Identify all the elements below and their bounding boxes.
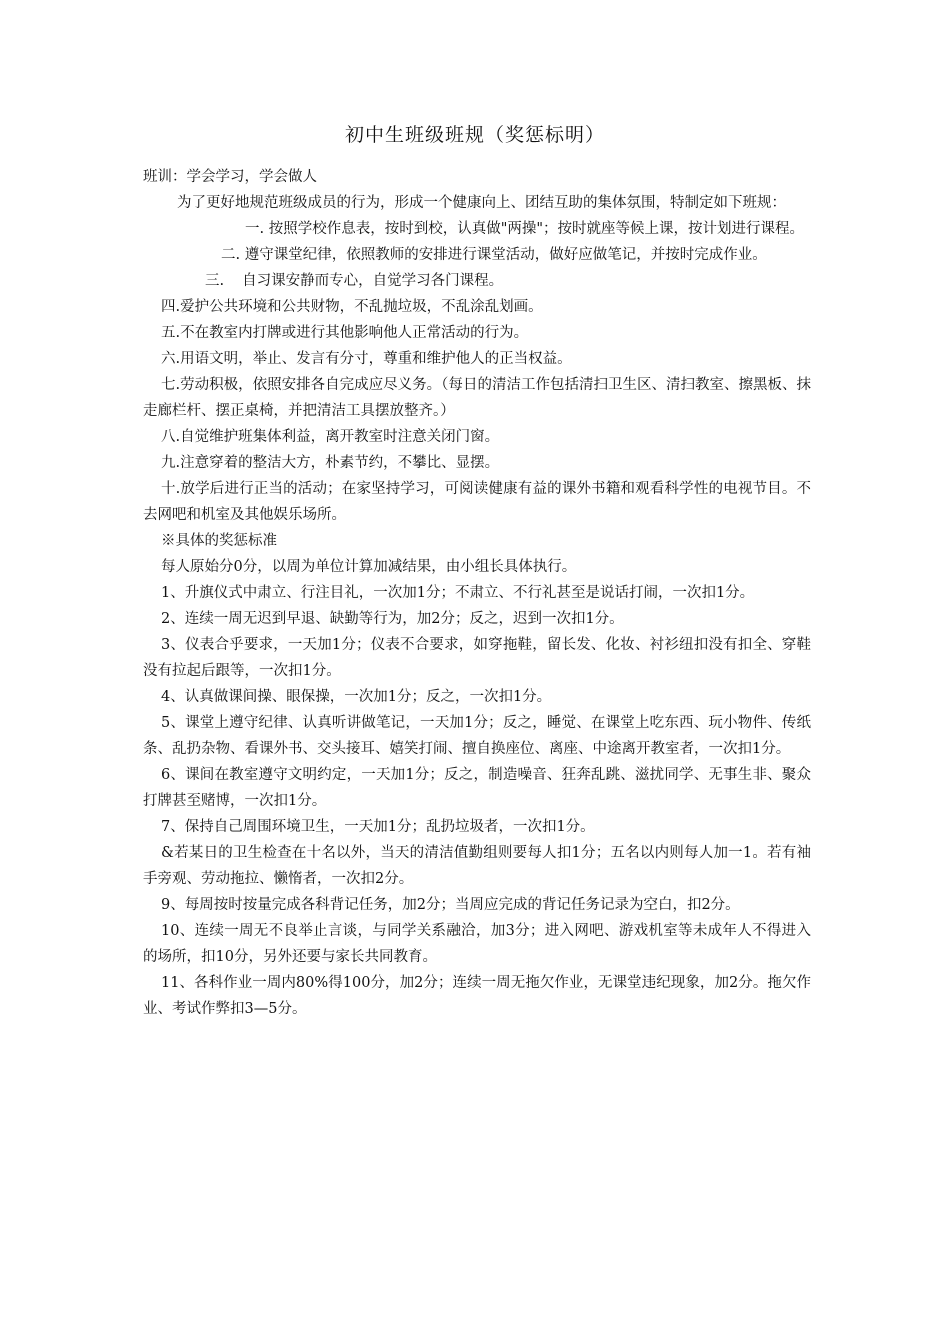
- rule-number: 一.: [245, 221, 265, 237]
- rule-text: 用语文明，举止、发言有分寸，尊重和维护他人的正当权益。: [180, 351, 572, 367]
- standard-item: 4、认真做课间操、眼保操，一次加1分；反之，一次扣1分。: [161, 689, 552, 705]
- rule-number: 五.: [161, 325, 181, 341]
- standard-item: &若某日的卫生检查在十名以外，当天的清洁值勤组则要每人扣1分；五名以内则每人加一1。若有袖手旁观、劳动拖拉、懒惰者，一次扣2分。: [143, 845, 811, 887]
- standard-item: 9、每周按时按量完成各科背记任务，加2分；当周应完成的背记任务记录为空白，扣2分。: [161, 897, 740, 913]
- rule-text: 按照学校作息表，按时到校，认真做"两操"；按时就座等候上课，按计划进行课程。: [268, 221, 805, 237]
- document-body: [143, 164, 811, 1022]
- class-motto: 班训：学会学习，学会做人: [143, 169, 317, 185]
- rule-number: 九.: [161, 455, 181, 471]
- rule-7: [143, 372, 811, 424]
- rule-10: [143, 476, 811, 528]
- standard-item: 5、课堂上遵守纪律、认真听讲做笔记，一天加1分；反之，睡觉、在课堂上吃东西、玩小物件、传纸条、乱扔杂物、看课外书、交头接耳、嬉笑打闹、擅自换座位、离座、中途离开教室者，一次扣1分。: [143, 715, 811, 757]
- rule-text: 不在教室内打牌或进行其他影响他人正常活动的行为。: [180, 325, 529, 341]
- rule-text: 爱护公共环境和公共财物，不乱抛垃圾，不乱涂乱划画。: [180, 299, 543, 315]
- rule-3: [143, 268, 811, 294]
- rule-text: 注意穿着的整洁大方，朴素节约，不攀比、显摆。: [180, 455, 500, 471]
- standard-item: 11、各科作业一周内80%得100分，加2分；连续一周无拖欠作业，无课堂违纪现象，加2分。拖欠作业、考试作弊扣3—5分。: [143, 975, 811, 1017]
- rule-number: 八.: [161, 429, 181, 445]
- rule-number: 六.: [161, 351, 181, 367]
- standards-intro: 每人原始分0分，以周为单位计算加减结果，由小组长具体执行。: [161, 559, 577, 575]
- rule-4: [143, 294, 811, 320]
- standard-item: 10、连续一周无不良举止言谈，与同学关系融洽，加3分；进入网吧、游戏机室等未成年人不得进入的场所，扣10分，另外还要与家长共同教育。: [143, 923, 811, 965]
- intro-paragraph: 为了更好地规范班级成员的行为，形成一个健康向上、团结互助的集体氛围，特制定如下班规：: [177, 195, 786, 211]
- document-title: 初中生班级班规（奖惩标明）: [344, 124, 605, 146]
- standard-item: 7、保持自己周围环境卫生，一天加1分；乱扔垃圾者，一次扣1分。: [161, 819, 595, 835]
- standard-item: 6、课间在教室遵守文明约定，一天加1分；反之，制造噪音、狂奔乱跳、滋扰同学、无事生非、聚众打牌甚至赌博，一次扣1分。: [143, 767, 811, 809]
- standards-heading: ※具体的奖惩标准: [161, 533, 277, 549]
- standard-item: 2、连续一周无迟到早退、缺勤等行为，加2分；反之，迟到一次扣1分。: [161, 611, 624, 627]
- rule-text: 劳动积极，依照安排各自完成应尽义务。（每日的清洁工作包括清扫卫生区、清扫教室、擦黑板、抹走廊栏杆、摆正桌椅，并把清洁工具摆放整齐。）: [143, 377, 812, 419]
- rule-number: 十.: [161, 481, 181, 497]
- rule-2: [143, 242, 811, 268]
- rule-text: 自习课安静而专心，自觉学习各门课程。: [242, 273, 504, 289]
- rule-6: [143, 346, 811, 372]
- rule-8: [143, 424, 811, 450]
- rule-text: 自觉维护班集体利益，离开教室时注意关闭门窗。: [180, 429, 500, 445]
- rule-number: 二.: [221, 247, 241, 263]
- rule-number: 七.: [161, 377, 181, 393]
- standard-item: 3、仪表合乎要求，一天加1分；仪表不合要求，如穿拖鞋，留长发、化妆、衬衫纽扣没有扣全、穿鞋没有拉起后跟等，一次扣1分。: [143, 637, 811, 679]
- rule-text: 遵守课堂纪律，依照教师的安排进行课堂活动，做好应做笔记，并按时完成作业。: [244, 247, 767, 263]
- rule-text: 放学后进行正当的活动；在家坚持学习，可阅读健康有益的课外书籍和观看科学性的电视节目。不去网吧和机室及其他娱乐场所。: [143, 481, 811, 523]
- rule-1: [143, 216, 811, 242]
- rule-5: [143, 320, 811, 346]
- standard-item: 1、升旗仪式中肃立、行注目礼，一次加1分；不肃立、不行礼甚至是说话打闹，一次扣1分。: [161, 585, 755, 601]
- rule-number: 四.: [161, 299, 181, 315]
- rule-9: [143, 450, 811, 476]
- rule-number: 三.: [205, 273, 225, 289]
